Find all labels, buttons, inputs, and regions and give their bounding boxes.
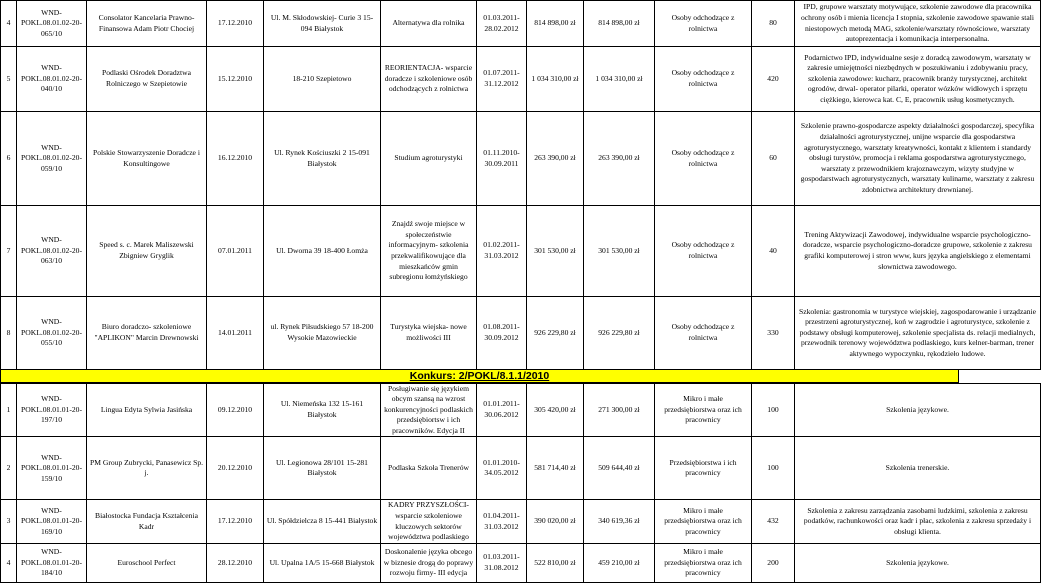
project-value-cell: 581 714,40 zł (527, 437, 584, 500)
project-value-cell: 522 810,00 zł (527, 543, 584, 582)
project-title-cell: Podlaska Szkoła Trenerów (381, 437, 477, 500)
applicant-name-cell: Białostocka Fundacja Kształcenia Kadr (87, 500, 207, 543)
applicant-address-cell: Ul. Rynek Kościuszki 2 15-091 Białystok (264, 112, 381, 206)
project-period-cell: 01.01.2010-34.05.2012 (477, 437, 527, 500)
application-number-cell: WND-POKL.08.01.01-20-184/10 (17, 543, 87, 582)
applicant-name-cell: Speed s. c. Marek Maliszewski Zbigniew Gryglik (87, 206, 207, 297)
table-row (1, 500, 1041, 543)
application-number-cell: WND-POKL.08.01.01-20-159/10 (17, 437, 87, 500)
submission-date-cell: 09.12.2010 (207, 383, 264, 437)
submission-date-cell: 07.01.2011 (207, 206, 264, 297)
funding-amount-cell: 301 530,00 zł (584, 206, 655, 297)
submission-date-cell: 17.12.2010 (207, 500, 264, 543)
support-description-cell: Szkolenia językowe. (795, 543, 1041, 582)
participant-count-cell: 60 (752, 112, 795, 206)
project-period-cell: 01.11.2010-30.09.2011 (477, 112, 527, 206)
support-description-cell: Szkolenie prawno-gospodarcze aspekty działalności gospodarczej, specyfika działalności agroturystycznej, unijne wsparcie dla gospodarstwa agroturystycznego, warsztaty kreatywności, kontakt z klientem i standardy obsługi turystów, promocja i reklama gospodarstwa agroturystycznego, warsztaty z przewodnikiem krajoznawczym, wizyty studyjne w gospodarstwach agroturystycznych, warsztaty kulinarne, warsztaty z zakresu zdobnictwa architektury drewnianej. (795, 112, 1041, 206)
projects-table-2-body (1, 369, 1041, 582)
project-value-cell: 814 898,00 zł (527, 1, 584, 47)
applicant-name-cell: PM Group Zubrycki, Panasewicz Sp. j. (87, 437, 207, 500)
project-period-cell: 01.02.2011-31.03.2012 (477, 206, 527, 297)
project-period-cell: 01.03.2011-28.02.2012 (477, 1, 527, 47)
applicant-name-cell: Lingua Edyta Sylwia Jasińska (87, 383, 207, 437)
row-number-cell: 7 (1, 206, 17, 297)
funding-amount-cell: 459 210,00 zł (584, 543, 655, 582)
submission-date-cell: 15.12.2010 (207, 47, 264, 112)
applicant-name-cell: Euroschool Perfect (87, 543, 207, 582)
applicant-address-cell: Ul. M. Skłodowskiej- Curie 3 15-094 Białystok (264, 1, 381, 47)
funding-amount-cell: 926 229,80 zł (584, 297, 655, 370)
submission-date-cell: 14.01.2011 (207, 297, 264, 370)
table-row (1, 47, 1041, 112)
support-description-cell: Szkolenia: gastronomia w turystyce wiejskiej, zagospodarowanie i urządzanie przestrzeni agroturystycznej, koń w zagrodzie i agroturystyce, szkolenie z podstawy obsługi komputerowej, szkolenie specjalista ds. relacji medialnych, przewodnik terenowy województwa podlaskiego, kurs kelner-barman, trener aktywnego wypoczynku, rękodzieło ludowe. (795, 297, 1041, 370)
project-value-cell: 926 229,80 zł (527, 297, 584, 370)
submission-date-cell: 20.12.2010 (207, 437, 264, 500)
support-description-cell: Szkolenia z zakresu zarządzania zasobami ludzkimi, szkolenia z zakresu podatków, rachunkowości oraz kadr i płac, szkolenia z zakresu sprzedaży i obsługi klienta. (795, 500, 1041, 543)
competition-banner-text: Konkurs: 2/POKL/8.1.1/2010 (409, 370, 550, 382)
project-title-cell: Doskonalenie języka obcego w biznesie drogą do poprawy rozwoju firmy- III edycja (381, 543, 477, 582)
table-row (1, 112, 1041, 206)
support-description-cell: IPD, grupowe warsztaty motywujące, szkolenie zawodowe dla pracownika ochrony osób i mienia licencja I stopnia, szkolenie zawodowe spawanie stali niestopowych metodą MAG, szkolenie/warsztaty równościowe, warsztaty autoprezentacja i komunikacja interpersonalna. (795, 1, 1041, 47)
applicant-address-cell: ul. Rynek Piłsudskiego 57 18-200 Wysokie Mazowieckie (264, 297, 381, 370)
row-number-cell: 6 (1, 112, 17, 206)
funding-amount-cell: 263 390,00 zł (584, 112, 655, 206)
application-number-cell: WND-POKL.08.01.01-20-169/10 (17, 500, 87, 543)
project-title-cell: KADRY PRZYSZŁOŚCI- wsparcie szkoleniowe kluczowych sektorów województwa podlaskiego (381, 500, 477, 543)
participant-count-cell: 200 (752, 543, 795, 582)
table-row (1, 206, 1041, 297)
application-number-cell: WND-POKL.08.01.01-20-197/10 (17, 383, 87, 437)
applicant-name-cell: Podlaski Ośrodek Doradztwa Rolniczego w Szepietowie (87, 47, 207, 112)
applicant-address-cell: Ul. Legionowa 28/101 15-281 Białystok (264, 437, 381, 500)
funding-amount-cell: 340 619,36 zł (584, 500, 655, 543)
project-period-cell: 01.03.2011-31.08.2012 (477, 543, 527, 582)
project-value-cell: 390 020,00 zł (527, 500, 584, 543)
target-group-cell: Mikro i małe przedsiębiorstwa oraz ich pracownicy (655, 543, 752, 582)
table-row (1, 383, 1041, 437)
support-description-cell: Szkolenia językowe. (795, 383, 1041, 437)
target-group-cell: Przedsiębiorstwa i ich pracownicy (655, 437, 752, 500)
row-number-cell: 1 (1, 383, 17, 437)
support-description-cell: Trening Aktywizacji Zawodowej, indywidualne wsparcie psychologiczno-doradcze, wsparcie psychologiczno-doradcze grupowe, szkolenie z zakresu grafiki komputerowej i stron www, kurs języka angielskiego z elementami słownictwa zawodowego. (795, 206, 1041, 297)
participant-count-cell: 330 (752, 297, 795, 370)
application-number-cell: WND-POKL.08.01.02-20-065/10 (17, 1, 87, 47)
project-period-cell: 01.07.2011-31.12.2012 (477, 47, 527, 112)
participant-count-cell: 40 (752, 206, 795, 297)
funding-amount-cell: 814 898,00 zł (584, 1, 655, 47)
participant-count-cell: 432 (752, 500, 795, 543)
project-title-cell: Alternatywa dla rolnika (381, 1, 477, 47)
table-row (1, 297, 1041, 370)
application-number-cell: WND-POKL.08.01.02-20-059/10 (17, 112, 87, 206)
submission-date-cell: 28.12.2010 (207, 543, 264, 582)
target-group-cell: Mikro i małe przedsiębiorstwa oraz ich pracownicy (655, 383, 752, 437)
project-period-cell: 01.01.2011-30.06.2012 (477, 383, 527, 437)
participant-count-cell: 100 (752, 383, 795, 437)
applicant-address-cell: Ul. Dworna 39 18-400 Łomża (264, 206, 381, 297)
target-group-cell: Osoby odchodzące z rolnictwa (655, 47, 752, 112)
project-value-cell: 305 420,00 zł (527, 383, 584, 437)
funding-amount-cell: 1 034 310,00 zł (584, 47, 655, 112)
row-number-cell: 5 (1, 47, 17, 112)
applicant-address-cell: Ul. Niemeńska 132 15-161 Białystok (264, 383, 381, 437)
participant-count-cell: 420 (752, 47, 795, 112)
row-number-cell: 2 (1, 437, 17, 500)
application-number-cell: WND-POKL.08.01.02-20-063/10 (17, 206, 87, 297)
support-description-cell: Podarnictwo IPD, indywidualne sesje z doradcą zawodowym, warsztaty w zakresie umiejętności niezbędnych w poszukiwaniu i zdobywaniu pracy, szkolenia zawodowe: kucharz, pracownik branży turystycznej, architekt ogrodów, drwal- operator pilarki, operator wózków widłowych i sprzętu ciężkiego, kierowca kat. C, E, pracownik usług kosmetycznych. (795, 47, 1041, 112)
target-group-cell: Osoby odchodzące z rolnictwa (655, 112, 752, 206)
submission-date-cell: 16.12.2010 (207, 112, 264, 206)
applicant-address-cell: 18-210 Szepietowo (264, 47, 381, 112)
project-title-cell: Studium agroturystyki (381, 112, 477, 206)
submission-date-cell: 17.12.2010 (207, 1, 264, 47)
table-row (1, 543, 1041, 582)
project-title-cell: REORIENTACJA- wsparcie doradcze i szkoleniowe osób odchodzących z rolnictwa (381, 47, 477, 112)
project-period-cell: 01.04.2011-31.03.2012 (477, 500, 527, 543)
project-value-cell: 301 530,00 zł (527, 206, 584, 297)
target-group-cell: Osoby odchodzące z rolnictwa (655, 206, 752, 297)
participant-count-cell: 100 (752, 437, 795, 500)
projects-table-2 (0, 369, 1041, 583)
project-value-cell: 1 034 310,00 zł (527, 47, 584, 112)
applicant-name-cell: Consolator Kancelaria Prawno-Finansowa Adam Piotr Chociej (87, 1, 207, 47)
target-group-cell: Osoby odchodzące z rolnictwa (655, 1, 752, 47)
target-group-cell: Mikro i małe przedsiębiorstwa oraz ich pracownicy (655, 500, 752, 543)
target-group-cell: Osoby odchodzące z rolnictwa (655, 297, 752, 370)
row-number-cell: 3 (1, 500, 17, 543)
applicant-address-cell: Ul. Spółdzielcza 8 15-441 Białystok (264, 500, 381, 543)
support-description-cell: Szkolenia trenerskie. (795, 437, 1041, 500)
row-number-cell: 4 (1, 543, 17, 582)
applicant-name-cell: Biuro doradczo- szkoleniowe "APLIKON" Marcin Drewnowski (87, 297, 207, 370)
project-title-cell: Znajdź swoje miejsce w społeczeństwie informacyjnym- szkolenia przekwalifikowujące dla mieszkańców gmin subregionu łomżyńskiego (381, 206, 477, 297)
applicant-name-cell: Polskie Stowarzyszenie Doradcze i Konsultingowe (87, 112, 207, 206)
application-number-cell: WND-POKL.08.01.02-20-055/10 (17, 297, 87, 370)
applicant-address-cell: Ul. Upalna 1A/5 15-668 Białystok (264, 543, 381, 582)
funding-amount-cell: 271 300,00 zł (584, 383, 655, 437)
application-number-cell: WND-POKL.08.01.02-20-040/10 (17, 47, 87, 112)
funding-amount-cell: 509 644,40 zł (584, 437, 655, 500)
table-row (1, 437, 1041, 500)
banner-spacer-row (1, 369, 1041, 383)
row-number-cell: 8 (1, 297, 17, 370)
projects-table-1-body (1, 1, 1041, 370)
row-number-cell: 4 (1, 1, 17, 47)
project-value-cell: 263 390,00 zł (527, 112, 584, 206)
project-title-cell: Turystyka wiejska- nowe możliwości III (381, 297, 477, 370)
project-title-cell: Posługiwanie się językiem obcym szansą na wzrost konkurencyjności podlaskich przedsiębiortsw i ich pracowników. Edycja II (381, 383, 477, 437)
table-row (1, 1, 1041, 47)
participant-count-cell: 80 (752, 1, 795, 47)
project-period-cell: 01.08.2011-30.09.2012 (477, 297, 527, 370)
banner-spacer-cell (1, 369, 1041, 383)
